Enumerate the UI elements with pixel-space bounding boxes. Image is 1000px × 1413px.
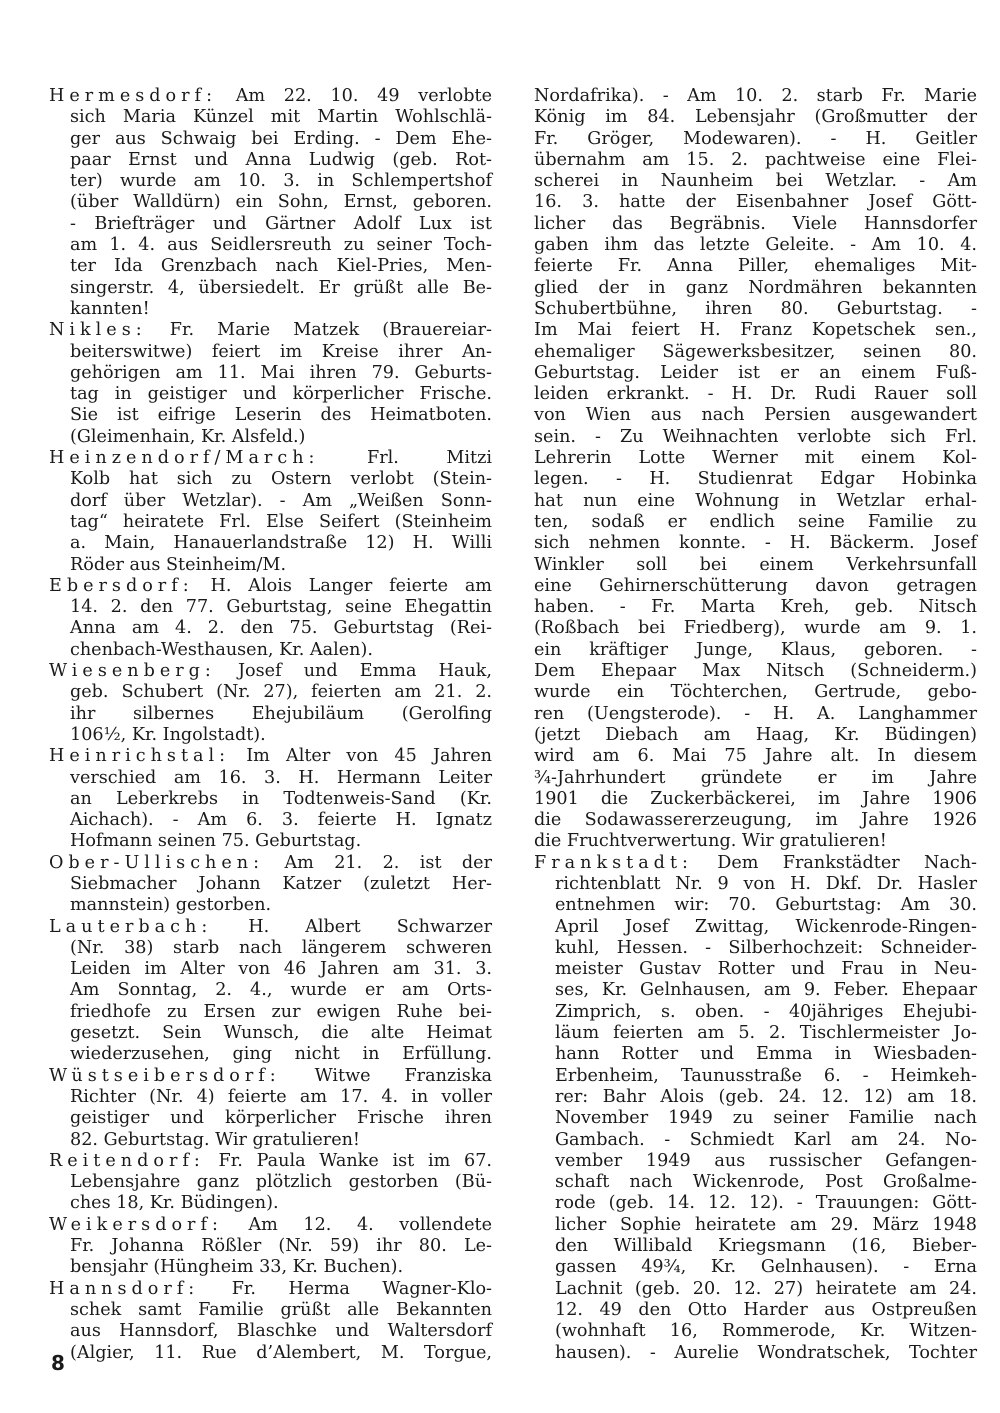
text-line: Winkler soll bei einem Verkehrsunfall (534, 554, 977, 575)
entry-heading-line (49, 1066, 492, 1087)
text-line: schek samt Familie grüßt alle Bekannten (70, 1299, 492, 1320)
entry-heading-line (534, 853, 977, 874)
text-line: sich nehmen konnte. - H. Bäckerm. Josef (534, 533, 977, 554)
text-line: 1901 die Zuckerbäckerei, im Jahre 1906 (534, 788, 977, 809)
text-line: 106½, Kr. Ingolstadt). (70, 724, 266, 745)
text-line: Am Sonntag, 2. 4., wurde er am Orts- (70, 980, 492, 1001)
text-line: ihr silbernes Ehejubiläum (Gerolfing (70, 703, 492, 724)
text-line: licher Sophie heiratete am 29. März 1948 (555, 1214, 977, 1235)
text-line: ehemaliger Sägewerksbesitzer, seinen 80. (534, 341, 977, 362)
text-line: schaft nach Wickenrode, Post Großalme- (555, 1172, 977, 1193)
place-name: Heinzendorf/March: (49, 448, 320, 469)
entry-heading-line (49, 86, 492, 107)
text-line: - Briefträger und Gärtner Adolf Lux ist (70, 213, 492, 234)
text-line: legen. - H. Studienrat Edgar Hobinka (534, 469, 977, 490)
text-line: ¾-Jahrhundert gründete er im Jahre (534, 767, 977, 788)
place-name: Ober-Ullischen: (49, 852, 265, 873)
text-line: Aichach). - Am 6. 3. feierte H. Ignatz (70, 810, 492, 831)
place-name: Hermesdorf: (49, 86, 217, 106)
text-line: (Gleimenhain, Kr. Alsfeld.) (70, 426, 306, 447)
text-line: ches 18, Kr. Büdingen). (70, 1193, 279, 1214)
entry-text: Fr. Herma Wagner-Klo- (199, 1278, 492, 1299)
text-line: Nordafrika). - Am 10. 2. starb Fr. Marie (534, 86, 977, 106)
text-line: licher das Begräbnis. Viele Hannsdorfer (534, 213, 977, 234)
text-line: wiederzusehen, ging nicht in Erfüllung. (70, 1044, 492, 1065)
text-line: (Roßbach bei Friedberg), wurde am 9. 1. (534, 618, 977, 639)
text-line: ses, Kr. Gelnhausen, am 9. Feber. Ehepaar (555, 980, 977, 1001)
place-name: Ebersdorf: (49, 575, 194, 596)
text-line: die Fruchtverwertung. Wir gratulieren! (534, 831, 887, 852)
entry-heading-line (49, 448, 492, 469)
text-line: Kolb hat sich zu Ostern verlobt (Stein- (70, 469, 492, 490)
text-line: 82. Geburtstag. Wir gratulieren! (70, 1129, 361, 1150)
text-line: beiterswitwe) feiert im Kreise ihrer An- (70, 341, 492, 362)
text-line: gesetzt. Sein Wunsch, die alte Heimat (70, 1023, 492, 1044)
text-line: Im Mai feiert H. Franz Kopetschek sen., (534, 320, 977, 341)
text-line: Zimprich, s. oben. - 40jähriges Ehejubi- (555, 1001, 977, 1022)
text-line: scherei in Naunheim bei Wetzlar. - Am (534, 171, 977, 192)
text-line: hausen). - Aurelie Wondratschek, Tochter (555, 1342, 977, 1363)
text-line: singerstr. 4, übersiedelt. Er grüßt alle Be- (70, 277, 492, 298)
entry-heading-line (49, 1279, 492, 1300)
text-line: ren (Uengsterode). - H. A. Langhammer (534, 703, 977, 724)
text-line: entnehmen wir: 70. Geburtstag: Am 30. (555, 895, 977, 916)
text-line: wurde ein Töchterchen, Gertrude, gebo- (534, 682, 977, 703)
entry-heading-line (49, 917, 492, 938)
text-line: an Leberkrebs in Todtenweis-Sand (Kr. (70, 788, 492, 809)
text-line: April Josef Zwittag, Wickenrode-Ringen- (555, 916, 977, 937)
entry-heading-line (49, 746, 492, 767)
text-line: sich Maria Künzel mit Martin Wohlschlä- (70, 107, 492, 128)
text-line: gehörigen am 11. Mai ihren 79. Geburts- (70, 362, 492, 383)
text-line: tag“ heiratete Frl. Else Seifert (Steinheim (70, 511, 492, 532)
text-line: 16. 3. hatte der Eisenbahner Josef Gött- (534, 192, 977, 213)
text-line: ten, sodaß er endlich seine Familie zu (534, 511, 977, 532)
text-line: Schubertbühne, ihren 80. Geburtstag. - (534, 298, 977, 319)
text-line: gaben ihm das letzte Geleite. - Am 10. 4. (534, 235, 977, 256)
entry-heading-line (49, 853, 492, 874)
text-line: November 1949 zu seiner Familie nach (555, 1108, 977, 1129)
text-line: rode (geb. 14. 12. 12). - Trauungen: Gött- (555, 1193, 977, 1214)
text-line: feierte Fr. Anna Piller, ehemaliges Mit- (534, 256, 977, 277)
text-line: verschied am 16. 3. H. Hermann Leiter (70, 767, 492, 788)
place-name: Frankstadt: (534, 852, 693, 873)
text-line: hann Rotter und Emma in Wiesbaden- (555, 1044, 977, 1065)
text-line: aus Hannsdorf, Blaschke und Waltersdorf (70, 1321, 492, 1342)
right-column (534, 86, 977, 1364)
text-line: Hofmann seinen 75. Geburtstag. (70, 831, 362, 852)
text-line: gassen 49¾, Kr. Gelnhausen). - Erna (555, 1257, 977, 1278)
text-line: König im 84. Lebensjahr (Großmutter der (534, 107, 977, 128)
entry-text: Josef und Emma Hauk, (215, 661, 492, 682)
text-line: friedhofe zu Ersen zur ewigen Ruhe bei- (70, 1001, 492, 1022)
text-line: kuhl, Hessen. - Silberhochzeit: Schneider- (555, 937, 977, 958)
place-name: Wiesenberg: (49, 661, 216, 682)
text-line: den Willibald Kriegsmann (16, Bieber- (555, 1236, 977, 1257)
text-line: ein kräftiger Junge, Klaus, geboren. - (534, 639, 977, 660)
place-name: Hannsdorf: (49, 1278, 200, 1299)
text-line: 12. 49 den Otto Harder aus Ostpreußen (555, 1299, 977, 1320)
place-name: Wüstseibersdorf: (49, 1065, 281, 1086)
entry-heading-line (49, 576, 492, 597)
text-line: richtenblatt Nr. 9 von H. Dkf. Dr. Hasler (555, 873, 977, 894)
entry-text: Am 12. 4. vollendete (222, 1214, 492, 1235)
entry-heading-line (49, 1151, 492, 1172)
entry-heading-line (49, 661, 492, 682)
text-line: Leiden im Alter von 46 Jahren am 31. 3. (70, 959, 492, 980)
entry-text: Am 22. 10. 49 verlobte (217, 86, 492, 106)
text-line: haben. - Fr. Marta Kreh, geb. Nitsch (534, 597, 977, 618)
text-line: tag in geistiger und körperlicher Frische. (70, 384, 492, 405)
place-name: Heinrichstal: (49, 746, 231, 767)
text-line: die Sodawassererzeugung, im Jahre 1926 (534, 810, 977, 831)
text-line: geistiger und körperlicher Frische ihren (70, 1108, 492, 1129)
text-line: Sie ist eifrige Leserin des Heimatboten. (70, 405, 492, 426)
entry-text: Am 21. 2. ist der (264, 852, 492, 873)
entry-heading-line (49, 1215, 492, 1236)
text-line: vember 1949 aus russischer Gefangen- (555, 1150, 977, 1171)
text-line: chenbach-Westhausen, Kr. Aalen). (70, 639, 373, 660)
text-line: Lehrerin Lotte Werner mit einem Kol- (534, 448, 977, 469)
text-line: rer: Bahr Alois (geb. 24. 12. 12) am 18. (555, 1086, 977, 1107)
left-column (49, 86, 492, 1364)
text-line: Fr. Gröger, Modewaren). - H. Geitler (534, 128, 977, 149)
text-line: (jetzt Diebach am Haag, Kr. Büdingen) (534, 724, 977, 745)
text-line: wird am 6. Mai 75 Jahre alt. In diesem (534, 746, 977, 767)
text-line: geb. Schubert (Nr. 27), feierten am 21. 2. (70, 682, 492, 703)
text-line: 14. 2. den 77. Geburtstag, seine Ehegattin (70, 597, 492, 618)
text-line: übernahm am 15. 2. pachtweise eine Flei- (534, 149, 977, 170)
text-line: Dem Ehepaar Max Nitsch (Schneiderm.) (534, 661, 977, 682)
text-line: meister Gustav Rotter und Frau in Neu- (555, 959, 977, 980)
entry-text: H. Albert Schwarzer (212, 916, 492, 937)
text-line: ter) wurde am 10. 3. in Schlempertshof (70, 171, 492, 192)
entry-text: Witwe Franziska (280, 1065, 492, 1086)
text-line: ter Ida Grenzbach nach Kiel-Pries, Men- (70, 256, 492, 277)
place-name: Lauterbach: (49, 916, 213, 937)
text-line: hat nun eine Wohnung in Wetzlar erhal- (534, 490, 977, 511)
text-line: mannstein) gestorben. (70, 895, 272, 916)
text-line: Siebmacher Johann Katzer (zuletzt Her- (70, 873, 492, 894)
text-line: paar Ernst und Anna Ludwig (geb. Rot- (70, 149, 492, 170)
text-line: Erbenheim, Taunusstraße 6. - Heimkeh- (555, 1065, 977, 1086)
text-line: Geburtstag. Leider ist er an einem Fuß- (534, 362, 977, 383)
text-line: (über Walldürn) ein Sohn, Ernst, geboren. (70, 192, 492, 213)
text-line: glied der in ganz Nordmähren bekannten (534, 277, 977, 298)
place-name: Nikles: (49, 320, 147, 341)
text-line: ger aus Schwaig bei Erding. - Dem Ehe- (70, 128, 492, 149)
text-line: Röder aus Steinheim/M. (70, 554, 287, 575)
place-name: Reitendorf: (49, 1150, 205, 1171)
text-line: sein. - Zu Weihnachten verlobte sich Frl. (534, 426, 977, 447)
entry-text: Im Alter von 45 Jahren (230, 746, 492, 767)
entry-text: Fr. Marie Matzek (Brauereiar- (146, 320, 492, 341)
page-number: 8 (51, 1351, 65, 1375)
text-line: Fr. Johanna Rößler (Nr. 59) ihr 80. Le- (70, 1236, 492, 1257)
place-name: Weikersdorf: (49, 1214, 223, 1235)
text-line: a. Main, Hanauerlandstraße 12) H. Willi (70, 533, 492, 554)
text-line: Anna am 4. 2. den 75. Geburtstag (Rei- (70, 618, 492, 639)
entry-text: Fr. Paula Wanke ist im 67. (204, 1150, 492, 1171)
text-line: Lachnit (geb. 20. 12. 27) heiratete am 24. (555, 1278, 977, 1299)
text-line: eine Gehirnerschütterung davon getragen (534, 575, 977, 596)
text-line: Lebensjahre ganz plötzlich gestorben (Bü- (70, 1172, 492, 1193)
entry-text: H. Alois Langer feierte am (193, 575, 492, 596)
text-line: Gambach. - Schmiedt Karl am 24. No- (555, 1129, 977, 1150)
entry-text: Dem Frankstädter Nach- (692, 852, 977, 873)
text-line: (wohnhaft 16, Rommerode, Kr. Witzen- (555, 1321, 977, 1342)
text-line: läum feierten am 5. 2. Tischlermeister Jo- (555, 1023, 977, 1044)
text-line: leiden erkrankt. - H. Dr. Rudi Rauer soll (534, 384, 977, 405)
text-line: dorf über Wetzlar). - Am „Weißen Sonn- (70, 490, 492, 511)
entry-heading-line (49, 320, 492, 341)
text-line: kannten! (70, 298, 150, 319)
text-line: bensjahr (Hüngheim 33, Kr. Buchen). (70, 1257, 404, 1278)
text-line: Richter (Nr. 4) feierte am 17. 4. in voller (70, 1086, 492, 1107)
text-line: (Algier, 11. Rue d’Alembert, M. Torgue, (70, 1342, 492, 1363)
entry-text: Frl. Mitzi (319, 448, 492, 469)
text-line: am 1. 4. aus Seidlersreuth zu seiner Toch- (70, 235, 492, 256)
text-line: von Wien aus nach Persien ausgewandert (534, 405, 977, 426)
text-line: (Nr. 38) starb nach längerem schweren (70, 937, 492, 958)
